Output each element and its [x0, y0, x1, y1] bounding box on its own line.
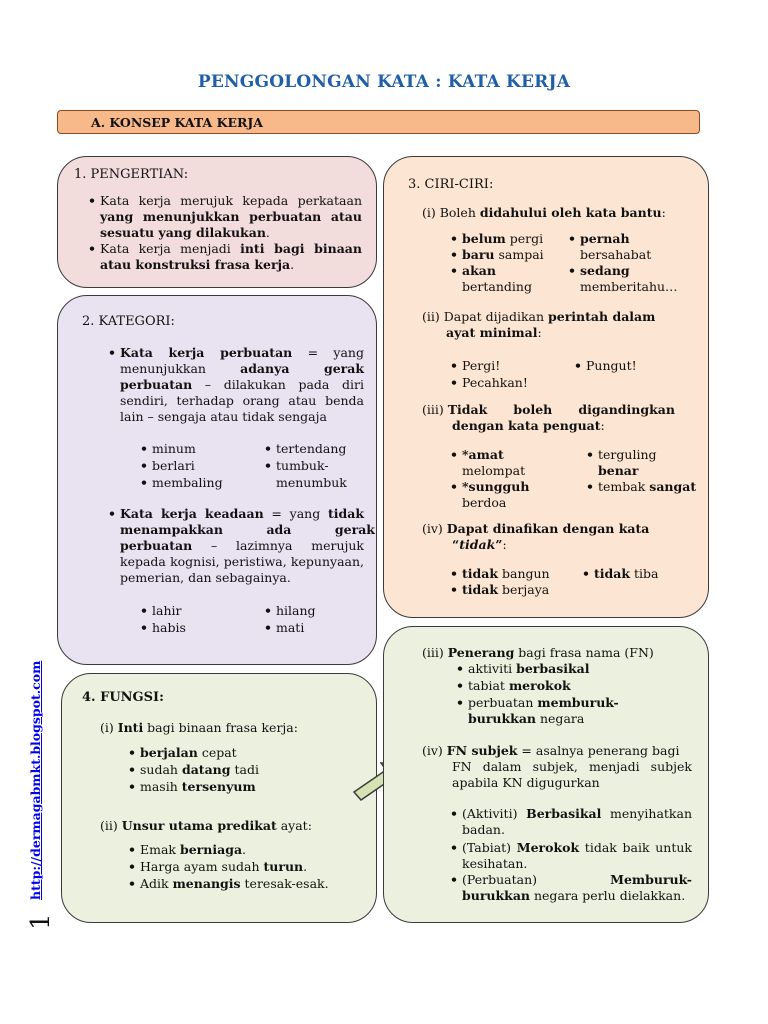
list-item: • (Aktiviti) Berbasikal menyihatkan badan.	[462, 806, 692, 838]
fungsi-ii: (ii) Unsur utama predikat ayat:	[100, 818, 312, 833]
page-number: 1	[26, 913, 56, 930]
list-item: • tertendang	[276, 441, 346, 457]
kata-kerja-perbuatan: • Kata kerja perbuatan = yang menunjukkan adanya gerak perbuatan – dilakukan pada diri sendiri, terhadap orang atau benda lain – sengaja atau tidak sengaja	[120, 345, 364, 425]
list-item: • *amat	[462, 447, 504, 463]
list-item: • tembak sangat	[598, 479, 696, 495]
section-banner	[57, 110, 700, 134]
list-item: • tidak tiba	[594, 566, 658, 582]
ciri-iii-cont: dengan kata penguat:	[452, 418, 605, 433]
list-item: • (Tabiat) Merokok tidak baik untuk kesihatan.	[462, 840, 692, 872]
list-item-continuation: menumbuk	[276, 475, 347, 490]
list-item: • pernah	[580, 231, 630, 247]
list-item: • perbuatan memburuk-	[468, 695, 619, 711]
list-item-continuation: berdoa	[462, 495, 507, 510]
list-item-continuation: bertanding	[462, 279, 532, 294]
ciri-ciri-box	[383, 156, 709, 618]
fungsi-iii: (iii) Penerang bagi frasa nama (FN)	[422, 645, 654, 660]
ciri-iii: (iii) Tidak boleh digandingkan	[422, 402, 675, 417]
section-title: A. KONSEP KATA KERJA	[91, 115, 263, 130]
fungsi-heading: 4. FUNGSI:	[82, 690, 164, 705]
fungsi-lanjutan-box	[383, 626, 709, 923]
list-item-continuation: benar	[598, 463, 639, 478]
blog-url-link[interactable]: http://dermagabmkt.blogspot.com	[28, 660, 43, 900]
fungsi-iv: (iv) FN subjek = asalnya penerang bagi	[422, 743, 680, 758]
list-item: • *sungguh	[462, 479, 529, 495]
list-item: • hilang	[276, 603, 316, 619]
list-item: • Harga ayam sudah turun.	[140, 859, 307, 875]
list-item: • membaling	[152, 475, 223, 491]
fungsi-box	[61, 673, 377, 923]
list-item: • tumbuk-	[276, 458, 329, 474]
ciri-i: (i) Boleh didahului oleh kata bantu:	[422, 205, 666, 220]
pengertian-point-2: • Kata kerja menjadi inti bagi binaan atau konstruksi frasa kerja.	[100, 241, 362, 273]
fungsi-i: (i) Inti bagi binaan frasa kerja:	[100, 720, 298, 735]
kata-kerja-keadaan: • Kata kerja keadaan = yang tidak menampakkan ada gerak perbuatan – lazimnya merujuk kepada kognisi, peristiwa, kepunyaan, pemerian, dan sebagainya.	[120, 506, 364, 586]
list-item-continuation: burukkan negara	[468, 711, 585, 726]
list-item: • berlari	[152, 458, 195, 474]
list-item: • Adik menangis teresak-esak.	[140, 876, 329, 892]
list-item: • sudah datang tadi	[140, 762, 259, 778]
list-item: • Pecahkan!	[462, 375, 528, 391]
list-item: • Emak berniaga.	[140, 842, 246, 858]
list-item: • sedang	[580, 263, 630, 279]
ciri-iv: (iv) Dapat dinafikan dengan kata	[422, 521, 650, 536]
fungsi-iv-cont: FN dalam subjek, menjadi subjek apabila KN digugurkan	[452, 759, 692, 790]
ciri-ii-cont: ayat minimal:	[446, 325, 542, 340]
list-item: • tidak berjaya	[462, 582, 549, 598]
list-item: • terguling	[598, 447, 657, 463]
page-title: PENGGOLONGAN KATA : KATA KERJA	[197, 72, 571, 92]
list-item: • Pergi!	[462, 358, 500, 374]
list-item: • belum pergi	[462, 231, 543, 247]
list-item: • (Perbuatan) Memburuk- burukkan negara perlu dielakkan.	[462, 872, 692, 904]
list-item-continuation: memberitahu…	[580, 279, 678, 294]
ciri-ii: (ii) Dapat dijadikan perintah dalam	[422, 309, 656, 324]
list-item: • tidak bangun	[462, 566, 550, 582]
list-item: • tabiat merokok	[468, 678, 571, 694]
list-item: • aktiviti berbasikal	[468, 661, 590, 677]
list-item: • akan	[462, 263, 496, 279]
list-item: • mati	[276, 620, 304, 636]
list-item: • baru sampai	[462, 247, 544, 263]
kategori-heading: 2. KATEGORI:	[82, 314, 175, 329]
list-item: • lahir	[152, 603, 181, 619]
kategori-box	[57, 295, 377, 665]
pengertian-heading: 1. PENGERTIAN:	[74, 167, 189, 182]
list-item: • Pungut!	[586, 358, 637, 374]
pengertian-box	[57, 156, 377, 288]
ciri-iv-cont: “tidak”:	[452, 537, 507, 552]
list-item: • berjalan cepat	[140, 745, 237, 761]
list-item: • habis	[152, 620, 186, 636]
pengertian-point-1: • Kata kerja merujuk kepada perkataan yang menunjukkan perbuatan atau sesuatu yang dilakukan.	[100, 193, 362, 241]
list-item-continuation: melompat	[462, 463, 526, 478]
list-item-continuation: bersahabat	[580, 247, 652, 262]
list-item: • minum	[152, 441, 196, 457]
ciri-ciri-heading: 3. CIRI-CIRI:	[408, 177, 494, 192]
list-item: • masih tersenyum	[140, 779, 256, 795]
